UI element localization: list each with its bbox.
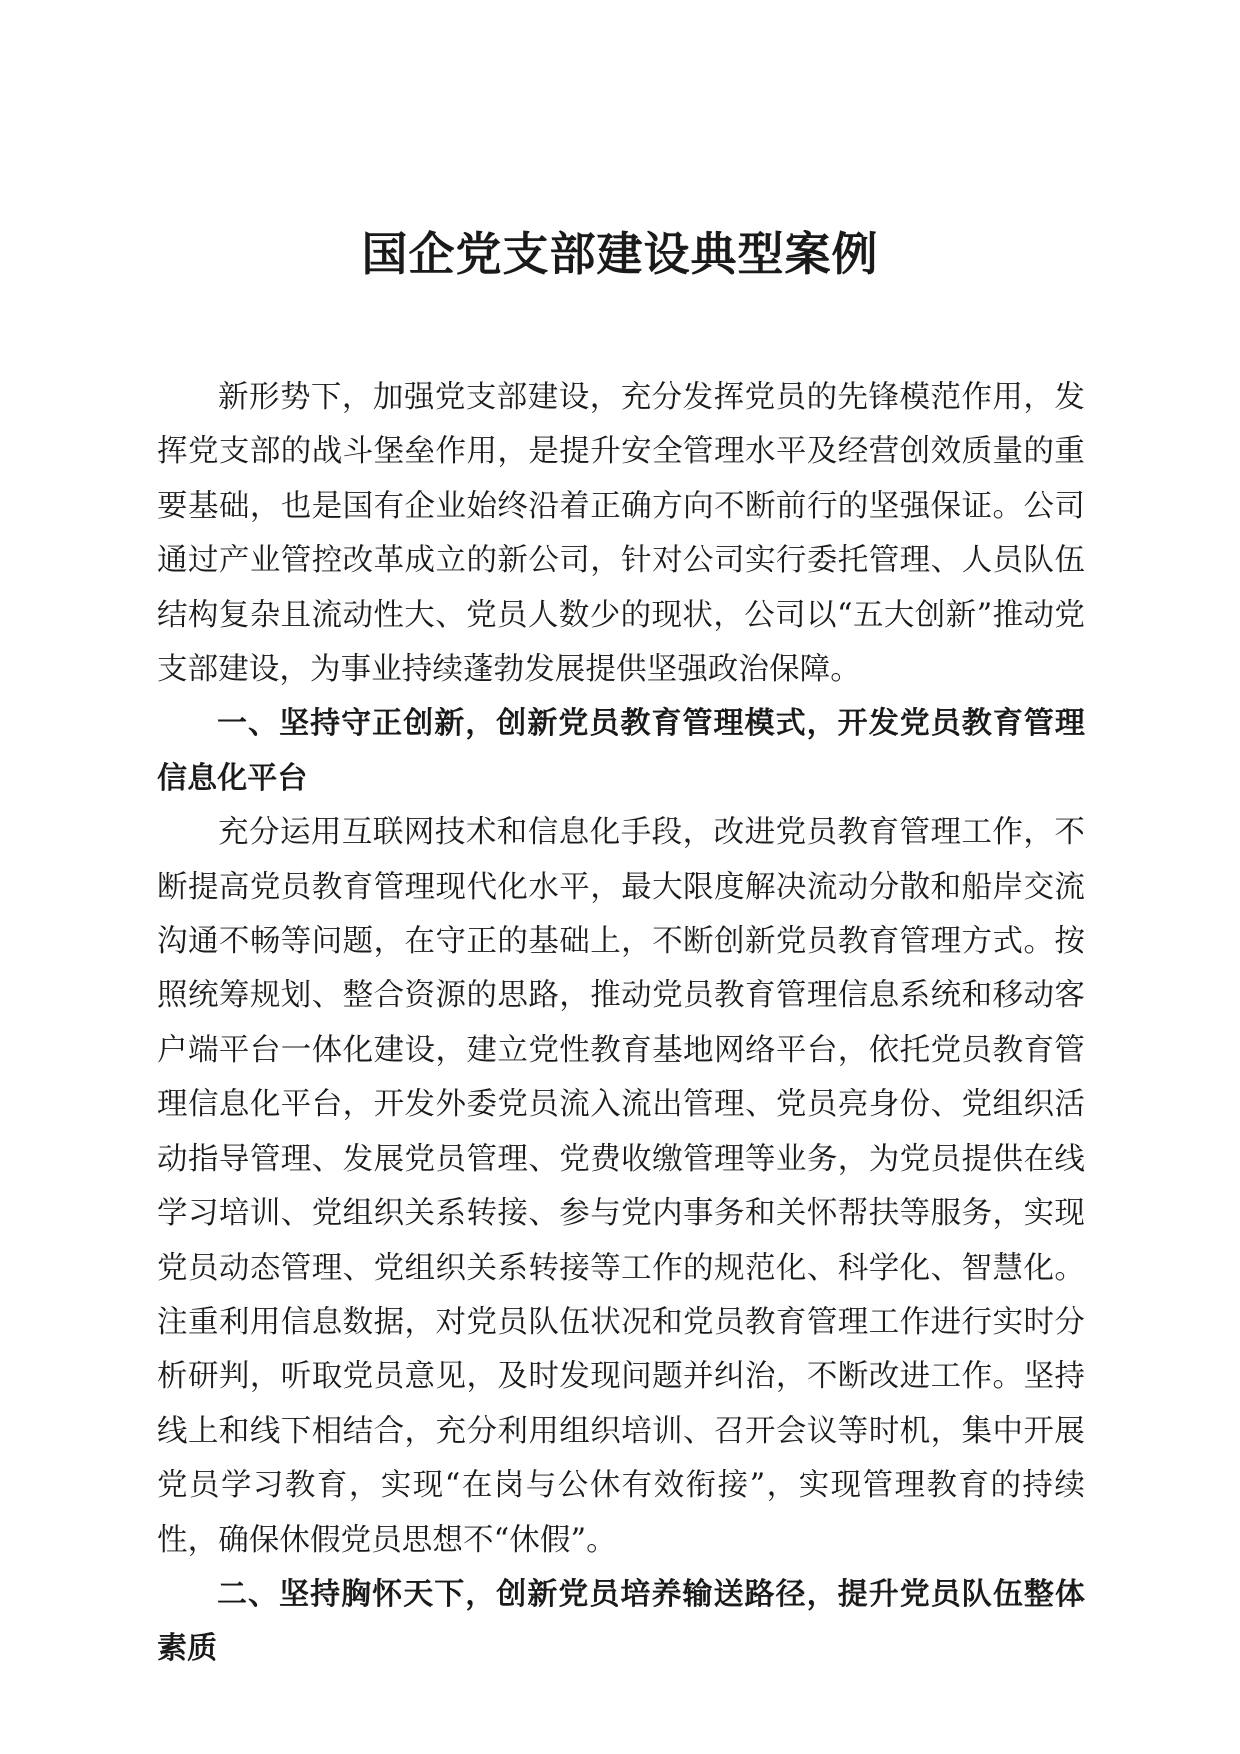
section-1-paragraph: 充分运用互联网技术和信息化手段，改进党员教育管理工作，不断提高党员教育管理现代化水平，最大限度解决流动分散和船岸交流沟通不畅等问题，在守正的基础上，不断创新党员教育管理方式。按照统筹规划、整合资源的思路，推动党员教育管理信息系统和移动客户端平台一体化建设，建立党性教育基地网络平台，依托党员教育管理信息化平台，开发外委党员流入流出管理、党员亮身份、党组织活动指导管理、发展党员管理、党费收缴管理等业务，为党员提供在线学习培训、党组织关系转接、参与党内事务和关怀帮扶等服务，实现党员动态管理、党组织关系转接等工作的规范化、科学化、智慧化。注重利用信息数据，对党员队伍状况和党员教育管理工作进行实时分析研判，听取党员意见，及时发现问题并纠治，不断改进工作。坚持线上和线下相结合，充分利用组织培训、召开会议等时机，集中开展党员学习教育，实现“在岗与公休有效衔接”，实现管理教育的持续性，确保休假党员思想不“休假”。 (157, 815, 1085, 1558)
document-body (157, 371, 1085, 1677)
document-title: 国企党支部建设典型案例 (361, 227, 879, 281)
section-heading-1: 一、坚持守正创新，创新党员教育管理模式，开发党员教育管理信息化平台 (157, 706, 1085, 796)
section-heading-2: 二、坚持胸怀天下，创新党员培养输送路径，提升党员队伍整体素质 (157, 1576, 1085, 1667)
intro-paragraph: 新形势下，加强党支部建设，充分发挥党员的先锋模范作用，发挥党支部的战斗堡垒作用，是提升安全管理水平及经营创效质量的重要基础，也是国有企业始终沿着正确方向不断前行的坚强保证。公司通过产业管控改革成立的新公司，针对公司实行委托管理、人员队伍结构复杂且流动性大、党员人数少的现状，公司以“五大创新”推动党支部建设，为事业持续蓬勃发展提供坚强政治保障。 (157, 380, 1085, 688)
